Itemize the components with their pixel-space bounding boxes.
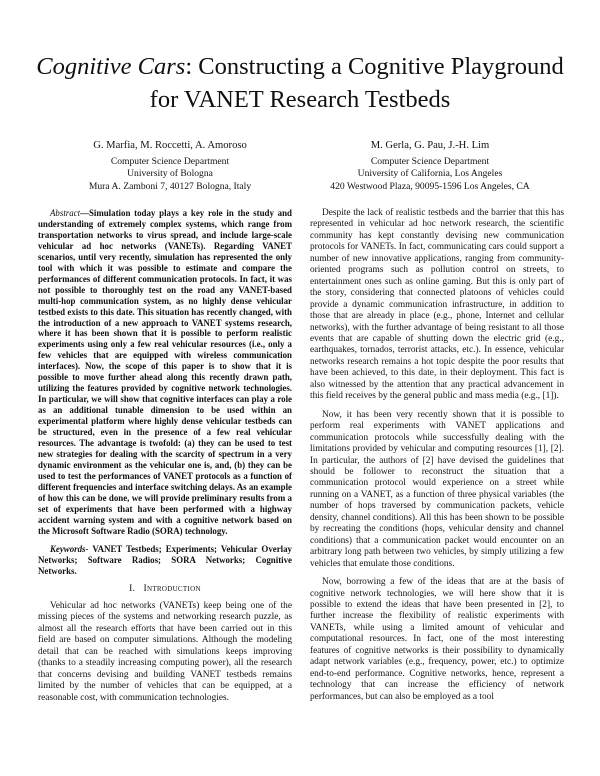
abstract-text: —Simulation today plays a key role in the study and understanding of extremely complex systems, which range from transportation networks to virus spread, and include large-scale vehicular ad hoc networks (VANETs). Regarding VANET scenarios, until very recently, simulation has represented the only tool with which it was possible to estimate and compare the performances of different communication protocols. In fact, it was not possible to thoroughly test on the road any VANET-based multi-hop communication system, as no highly dense vehicular testbed exists to this date. This situation has recently changed, with the introduction of a new approach to VANET systems research, where it has been shown that it is possible to perform realistic experiments using only a few real vehicular resources (i.e., only a few vehicles that are equipped with wireless communication interfaces). Now, the scope of this paper is to show that it is possible to move further ahead along this recently drawn path, utilizing the features provided by cognitive network technologies. In particular, we will show that cognitive interfaces can play a role as an additional tunable dimension to be used within an experimental platform where highly dense vehicular testbeds can be structured, even in the presence of a few real vehicular resources. The advantage is twofold: (a) they can be used to test new strategies for dealing with the scarcity of spectrum in a very dynamic environment as the vehicular one is, and, (b) they can be used to test the performances of VANET protocols as a function of different frequencies and interface switching delays. As an example of how this can be done, we will provide preliminary results from a set of experiments that have been performed with a highway accident warning system and with a cognitive network based on the Microsoft Software Radio (SORA) technology. — [38, 208, 292, 536]
left-column — [38, 208, 292, 711]
title-rest: : Constructing a Cognitive Playground — [185, 53, 564, 80]
keywords-lead: Keywords- — [50, 543, 89, 554]
title-line-1 — [20, 50, 580, 83]
keywords-text: VANET Testbeds; Experiments; Vehicular Overlay Networks; Software Radios; SORA Networks; Cognitive Networks. — [38, 543, 292, 576]
paragraph: Vehicular ad hoc networks (VANETs) keep being one of the missing pieces of the systems and networking research puzzle, as almost all the research efforts that have been carried out in this field are based on computer simulations. Although the modeling detail that can be reached with simulations keeps improving (thanks to a steadily increasing computing power), all the research that concerns devising and building VANET testbeds remains limited by the number of vehicles that can be equipped, at a reasonable cost, with communication technologies. — [38, 600, 292, 703]
paragraph: Now, borrowing a few of the ideas that are at the basis of cognitive network technologies, we will here show that it is possible to extend the ideas that have been presented in [2], to further increase the flexibility of realistic experiments with VANETs, while using a limited amount of vehicular and computational resources. In fact, one of the most interesting features of cognitive networks is their possibility to dynamically adapt network variables (e.g., frequency, power, etc.) to optimize end-to-end performance. Cognitive networks, hence, represent a technology that can increase the efficiency of network performances, but can also be employed as a tool — [310, 577, 564, 702]
paper-title — [20, 50, 580, 116]
section-title: Introduction — [143, 583, 201, 595]
title-italic: Cognitive Cars — [36, 53, 186, 80]
abstract-lead: Abstract — [50, 208, 81, 218]
keywords — [38, 544, 292, 577]
paragraph: Despite the lack of realistic testbeds and the barrier that this has represented in vehicular ad hoc network research, the scientific community has kept constantly devising new communication protocols for VANETs. In fact, communicating cars could support a number of new innovative applications, ranging from community-oriented programs such as pollution control on streets, to entertainment ones such as online gaming. But this is only part of the story, considering that connected platoons of vehicles could provide a dynamic communication infrastructure, in addition to those that are already in place (e.g., phone, Internet and cellular networks), with the further advantage of being resistant to all those events that are capable of shutting down the electric grid (e.g., earthquakes, tornados, terrorist attacks, etc.). In essence, vehicular networks research remains a hot topic despite the poor results that have been achieved, to this date, in their deployment. This fact is also witnessed by the attention that any practical advancement in this field receives by the general public and mass media (e.g., [1]). — [310, 208, 564, 402]
author-univ: University of California, Los Angeles — [357, 168, 503, 179]
title-line-2: for VANET Research Testbeds — [149, 86, 451, 113]
paragraph: Now, it has been very recently shown that it is possible to perform real experiments with VANET applications and communication protocols while successfully dealing with the limitations provided by vehicular and computing resources [1], [2]. In particular, the authors of [2] have devised the guidelines that should be follower to reconstruct the situation that a communication protocol would experience on a street while running on a VANET, as a function of three physical variables (the number of hops traversed by communication packets, vehicle density, channel conditions). All this has been shown to be possible by recreating the conditions (hops, vehicular density and channel conditions) that a communication packet would encounter on an arbitrary long path between two vehicles, by simply utilizing a few vehicles that emulate those conditions. — [310, 409, 564, 569]
author-block-left — [40, 140, 300, 193]
abstract — [38, 208, 292, 537]
author-address: 420 Westwood Plaza, 90095-1596 Los Angeles, CA — [330, 180, 530, 192]
author-names: M. Gerla, G. Pau, J.-H. Lim — [370, 140, 490, 151]
section-number: I. — [129, 583, 136, 595]
author-block-right — [300, 140, 560, 193]
author-dept: Computer Science Department — [110, 155, 230, 167]
section-heading — [38, 583, 292, 594]
author-names: G. Marfia, M. Roccetti, A. Amoroso — [93, 140, 247, 151]
right-column — [310, 208, 564, 710]
author-dept: Computer Science Department — [370, 155, 490, 167]
author-univ: University of Bologna — [127, 168, 213, 179]
author-address: Mura A. Zamboni 7, 40127 Bologna, Italy — [88, 180, 252, 192]
